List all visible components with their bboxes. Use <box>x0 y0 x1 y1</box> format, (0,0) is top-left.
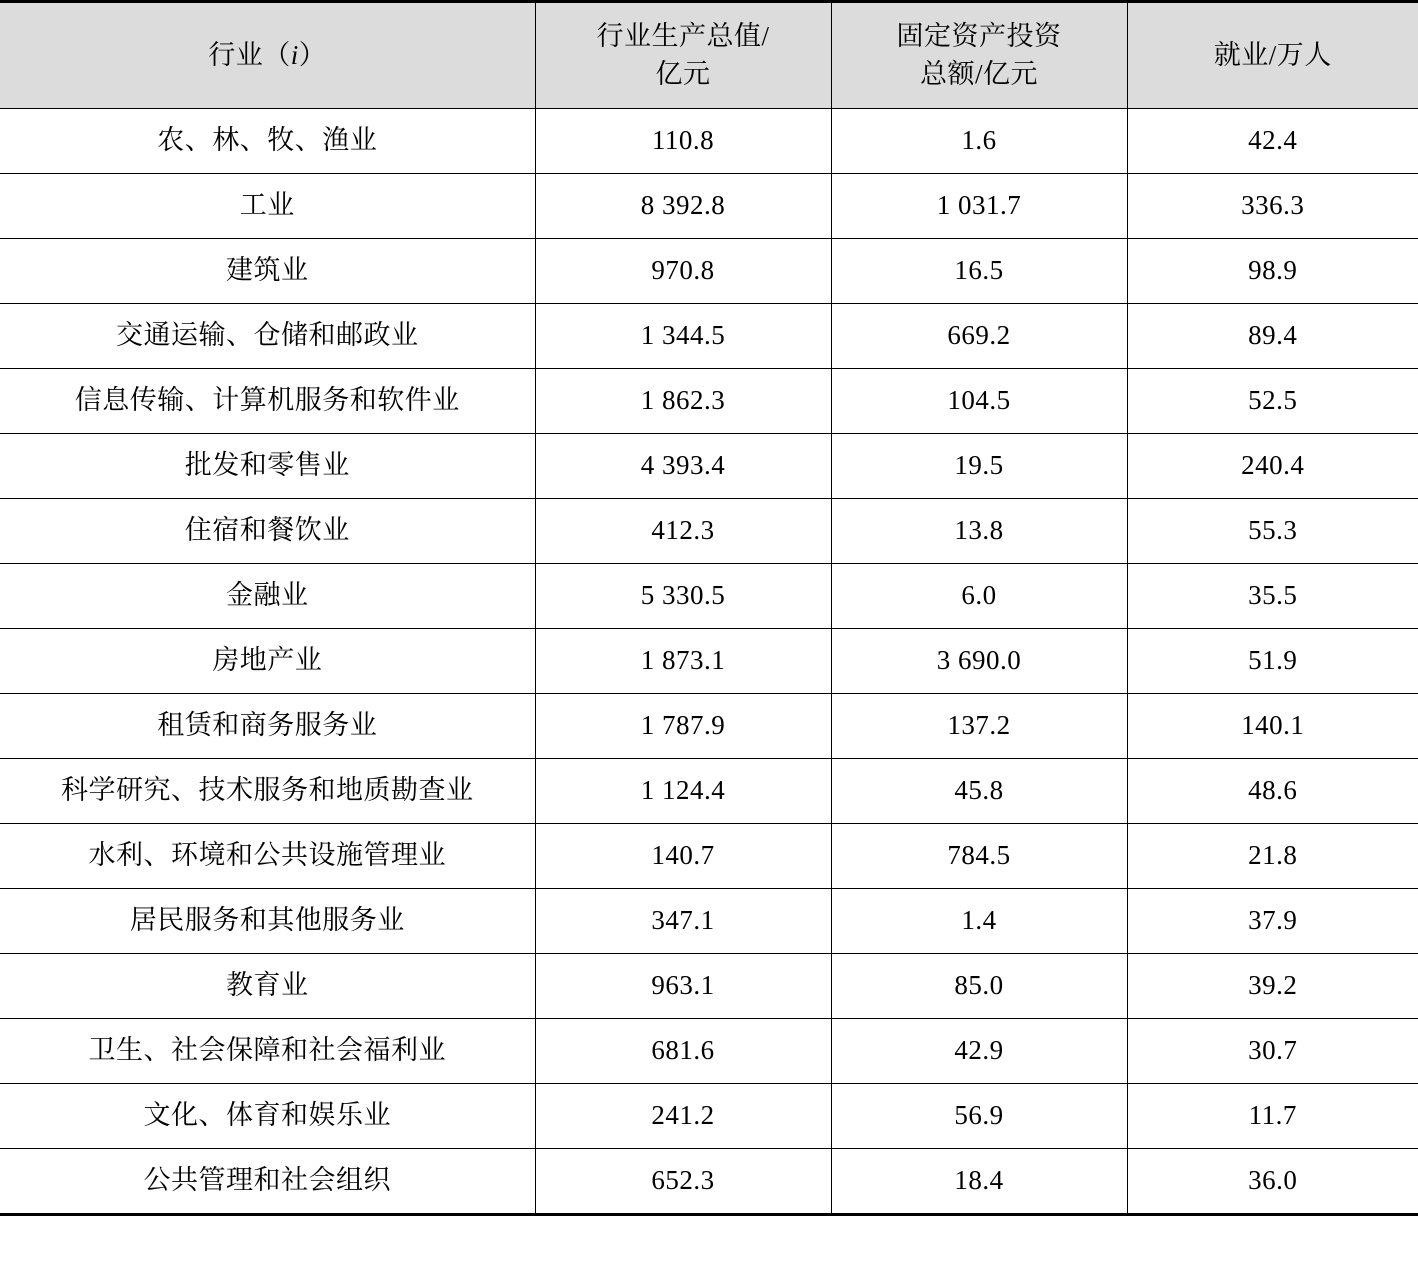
table-header <box>0 2 1418 109</box>
cell-industry: 卫生、社会保障和社会福利业 <box>0 1018 535 1083</box>
table-row <box>0 303 1418 368</box>
cell-investment: 42.9 <box>831 1018 1127 1083</box>
cell-investment: 1.6 <box>831 108 1127 173</box>
cell-employment: 240.4 <box>1127 433 1418 498</box>
cell-investment: 784.5 <box>831 823 1127 888</box>
cell-industry: 住宿和餐饮业 <box>0 498 535 563</box>
column-header-investment <box>831 2 1127 109</box>
table-row <box>0 498 1418 563</box>
cell-employment: 140.1 <box>1127 693 1418 758</box>
table-row <box>0 368 1418 433</box>
cell-investment: 1 031.7 <box>831 173 1127 238</box>
cell-gdp: 5 330.5 <box>535 563 831 628</box>
cell-employment: 37.9 <box>1127 888 1418 953</box>
cell-industry: 公共管理和社会组织 <box>0 1148 535 1214</box>
table-row <box>0 888 1418 953</box>
table-row <box>0 173 1418 238</box>
cell-investment: 669.2 <box>831 303 1127 368</box>
column-header-gdp-line1: 行业生产总值/ <box>596 21 770 51</box>
cell-investment: 6.0 <box>831 563 1127 628</box>
cell-investment: 85.0 <box>831 953 1127 1018</box>
column-header-industry-text: 行业（i） <box>208 40 327 71</box>
cell-employment: 55.3 <box>1127 498 1418 563</box>
cell-gdp: 4 393.4 <box>535 433 831 498</box>
cell-investment: 1.4 <box>831 888 1127 953</box>
cell-employment: 52.5 <box>1127 368 1418 433</box>
cell-investment: 104.5 <box>831 368 1127 433</box>
cell-employment: 35.5 <box>1127 563 1418 628</box>
column-header-gdp-line2: 亿元 <box>655 59 711 90</box>
table-row <box>0 758 1418 823</box>
column-header-investment-line2: 总额/亿元 <box>919 59 1038 90</box>
cell-employment: 21.8 <box>1127 823 1418 888</box>
cell-gdp: 8 392.8 <box>535 173 831 238</box>
cell-gdp: 1 124.4 <box>535 758 831 823</box>
table-header-row <box>0 2 1418 109</box>
cell-industry: 交通运输、仓储和邮政业 <box>0 303 535 368</box>
column-header-employment <box>1127 2 1418 109</box>
cell-employment: 11.7 <box>1127 1083 1418 1148</box>
cell-industry: 租赁和商务服务业 <box>0 693 535 758</box>
cell-industry: 居民服务和其他服务业 <box>0 888 535 953</box>
cell-industry: 批发和零售业 <box>0 433 535 498</box>
cell-gdp: 1 787.9 <box>535 693 831 758</box>
table-row <box>0 1018 1418 1083</box>
cell-gdp: 652.3 <box>535 1148 831 1214</box>
cell-employment: 42.4 <box>1127 108 1418 173</box>
cell-industry: 教育业 <box>0 953 535 1018</box>
table-row <box>0 108 1418 173</box>
cell-investment: 137.2 <box>831 693 1127 758</box>
cell-gdp: 970.8 <box>535 238 831 303</box>
cell-industry: 金融业 <box>0 563 535 628</box>
cell-gdp: 412.3 <box>535 498 831 563</box>
cell-industry: 水利、环境和公共设施管理业 <box>0 823 535 888</box>
cell-gdp: 1 344.5 <box>535 303 831 368</box>
cell-investment: 16.5 <box>831 238 1127 303</box>
cell-industry: 农、林、牧、渔业 <box>0 108 535 173</box>
column-header-industry <box>0 2 535 109</box>
cell-investment: 45.8 <box>831 758 1127 823</box>
cell-investment: 13.8 <box>831 498 1127 563</box>
cell-employment: 48.6 <box>1127 758 1418 823</box>
cell-employment: 36.0 <box>1127 1148 1418 1214</box>
cell-industry: 工业 <box>0 173 535 238</box>
cell-gdp: 1 862.3 <box>535 368 831 433</box>
cell-employment: 98.9 <box>1127 238 1418 303</box>
cell-gdp: 347.1 <box>535 888 831 953</box>
cell-gdp: 241.2 <box>535 1083 831 1148</box>
column-header-employment-text: 就业/万人 <box>1213 40 1332 71</box>
column-header-gdp <box>535 2 831 109</box>
cell-gdp: 140.7 <box>535 823 831 888</box>
cell-employment: 30.7 <box>1127 1018 1418 1083</box>
cell-employment: 39.2 <box>1127 953 1418 1018</box>
table-row <box>0 823 1418 888</box>
table-row <box>0 433 1418 498</box>
cell-investment: 56.9 <box>831 1083 1127 1148</box>
cell-investment: 18.4 <box>831 1148 1127 1214</box>
cell-gdp: 963.1 <box>535 953 831 1018</box>
table-row <box>0 628 1418 693</box>
cell-investment: 3 690.0 <box>831 628 1127 693</box>
cell-industry: 文化、体育和娱乐业 <box>0 1083 535 1148</box>
column-header-investment-line1: 固定资产投资 <box>896 21 1062 51</box>
cell-employment: 336.3 <box>1127 173 1418 238</box>
cell-industry: 建筑业 <box>0 238 535 303</box>
cell-employment: 51.9 <box>1127 628 1418 693</box>
table-row <box>0 1148 1418 1214</box>
cell-gdp: 110.8 <box>535 108 831 173</box>
cell-gdp: 1 873.1 <box>535 628 831 693</box>
table-row <box>0 238 1418 303</box>
cell-gdp: 681.6 <box>535 1018 831 1083</box>
table-body <box>0 108 1418 1214</box>
table-row <box>0 1083 1418 1148</box>
cell-industry: 房地产业 <box>0 628 535 693</box>
cell-industry: 信息传输、计算机服务和软件业 <box>0 368 535 433</box>
table-row <box>0 953 1418 1018</box>
cell-investment: 19.5 <box>831 433 1127 498</box>
cell-industry: 科学研究、技术服务和地质勘查业 <box>0 758 535 823</box>
cell-employment: 89.4 <box>1127 303 1418 368</box>
table-row <box>0 693 1418 758</box>
table-row <box>0 563 1418 628</box>
